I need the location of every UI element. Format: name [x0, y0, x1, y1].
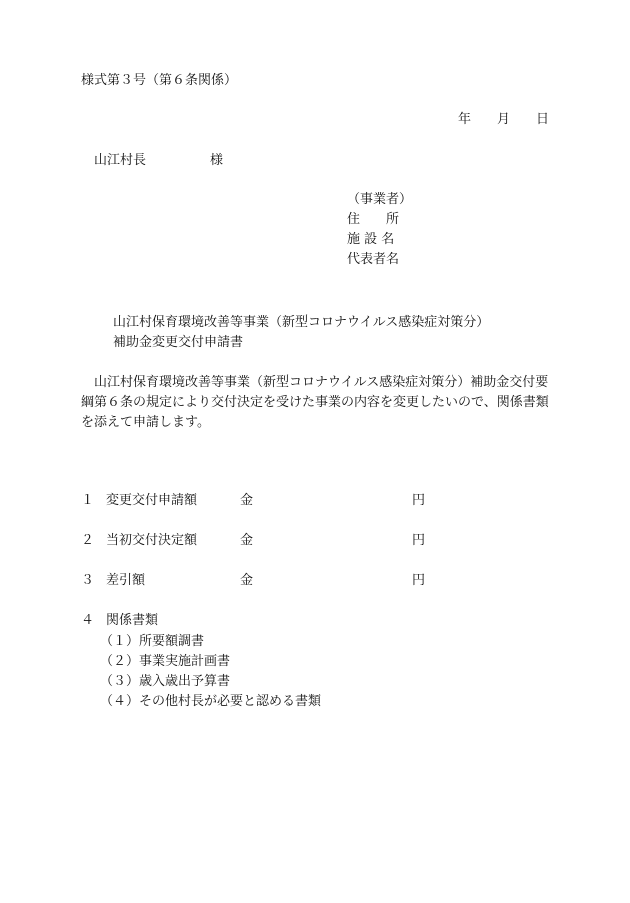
representative-label: 代表者名 [347, 252, 400, 267]
amount-item-initial-decision [81, 532, 425, 550]
related-documents-heading [81, 612, 158, 630]
item-number: ２ [81, 533, 95, 548]
list-item: （１）所要額調書 [100, 634, 205, 649]
related-documents-list [100, 632, 321, 712]
title-line-1: 山江村保育環境改善等事業（新型コロナウイルス感染症対策分） [113, 315, 490, 330]
item-kin: 金 [240, 533, 254, 548]
address-label: 住 所 [347, 212, 400, 227]
list-item: （３）歳入歳出予算書 [100, 674, 231, 689]
item-yen: 円 [412, 533, 426, 548]
addressee-name: 山江村長 [94, 153, 147, 168]
document-title [113, 313, 489, 353]
amount-item-difference [81, 572, 425, 590]
item-label: 変更交付申請額 [106, 493, 198, 508]
date-year: 年 [458, 112, 472, 127]
title-line-2: 補助金変更交付申請書 [113, 335, 244, 350]
item-kin: 金 [240, 573, 254, 588]
item-number: ４ [81, 613, 95, 628]
item-kin: 金 [240, 493, 254, 508]
list-item: （２）事業実施計画書 [100, 654, 231, 669]
applicant-heading: （事業者） [347, 192, 413, 207]
applicant-block [347, 190, 412, 270]
facility-name-label: 施 設 名 [347, 232, 395, 247]
addressee-honorific: 様 [210, 153, 224, 168]
item-number: １ [81, 493, 95, 508]
item-label: 差引額 [106, 573, 146, 588]
item-label: 当初交付決定額 [106, 533, 198, 548]
body-paragraph: 山江村保育環境改善等事業（新型コロナウイルス感染症対策分）補助金交付要綱第６条の規定により交付決定を受けた事業の内容を変更したいので、関係書類を添えて申請します。 [81, 375, 549, 430]
date-line [458, 111, 549, 129]
item-yen: 円 [412, 573, 426, 588]
addressee [94, 152, 223, 170]
date-month: 月 [497, 112, 511, 127]
list-item: （４）その他村長が必要と認める書類 [100, 694, 322, 709]
item-number: ３ [81, 573, 95, 588]
date-day: 日 [536, 112, 550, 127]
item-yen: 円 [412, 493, 426, 508]
form-number: 様式第３号（第６条関係） [81, 73, 238, 88]
amount-item-change-request [81, 492, 425, 510]
item-label: 関係書類 [106, 613, 159, 628]
